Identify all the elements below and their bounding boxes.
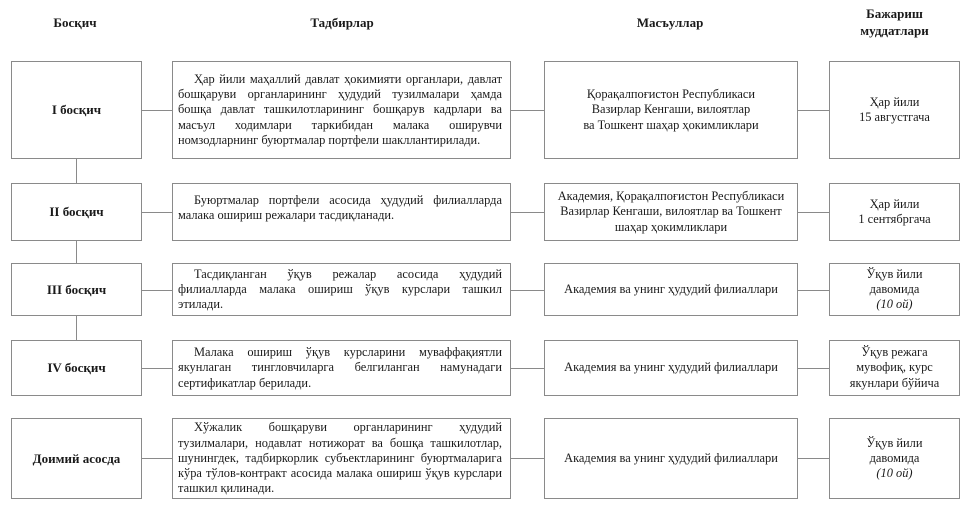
deadline-line: давомида (869, 281, 920, 296)
activity-text: Хўжалик бошқаруви органларининг ҳудудий тузилмалари, нодавлат нотижорат ва бошқа ташкилотлар, шунингдек, тадбиркорлик субъектларининг буюртмаларига кўра тўлов-контракт асосида малака ошириш ўқув курслари ташкил қилинади. (178, 420, 502, 496)
stage-label: II босқич (49, 204, 104, 220)
activity-box-3 (172, 263, 511, 316)
deadline-line: 15 августгача (859, 110, 930, 124)
stage-box-1 (11, 61, 142, 159)
activity-box-1 (172, 61, 511, 159)
connector-row4-c (798, 368, 829, 369)
deadline-box-5 (829, 418, 960, 499)
connector-stage3-stage4 (76, 316, 77, 340)
stage-label: I босқич (51, 102, 102, 118)
connector-stage1-stage2 (76, 159, 77, 183)
deadline-line: якунлари бўйича (849, 375, 940, 390)
header-deadline-line1: Бажариш (866, 6, 923, 21)
stage-box-2 (11, 183, 142, 241)
stage-label: IV босқич (47, 360, 106, 376)
deadline-line-italic: (10 ой) (876, 297, 913, 312)
connector-stage2-stage3 (76, 241, 77, 263)
responsible-line: Академия ва унинг ҳудудий филиаллари (564, 281, 778, 296)
header-activities: Тадбирлар (310, 15, 374, 30)
deadline-line-italic: (10 ой) (876, 466, 913, 481)
connector-row2-a (142, 212, 172, 213)
stage-box-3 (11, 263, 142, 316)
connector-row5-c (798, 458, 829, 459)
deadline-box-3 (829, 263, 960, 316)
activity-text: Малака ошириш ўқув курсларини муваффақиятли якунлаган тингловчиларга белгиланган намунадаги сертификатлар берилади. (178, 345, 502, 390)
activity-text: Буюртмалар портфели асосида ҳудудий филиалларда малака ошириш режалари тасдиқланади. (178, 193, 502, 223)
responsible-box-2 (544, 183, 798, 241)
deadline-line: Ўқув режага (861, 345, 928, 360)
activity-box-5 (172, 418, 511, 499)
connector-row3-a (142, 290, 172, 291)
header-deadline-line2: муддатлари (860, 23, 929, 38)
responsible-line: Академия ва унинг ҳудудий филиаллари (564, 360, 778, 375)
connector-row5-a (142, 458, 172, 459)
activity-box-4 (172, 340, 511, 396)
responsible-box-1 (544, 61, 798, 159)
deadline-box-1 (829, 61, 960, 159)
responsible-line: Академия ва унинг ҳудудий филиаллари (564, 450, 778, 465)
connector-row1-b (511, 110, 544, 111)
responsible-box-3 (544, 263, 798, 316)
connector-row5-b (511, 458, 544, 459)
responsible-line: Академия, Қорақалпоғистон Республикаси (557, 189, 785, 204)
header-deadline (829, 5, 960, 39)
connector-row2-b (511, 212, 544, 213)
responsible-line: Қорақалпоғистон Республикаси (586, 87, 756, 102)
deadline-line: Ҳар йили (869, 94, 920, 109)
responsible-box-4 (544, 340, 798, 396)
deadline-line: мувофиқ, курс (856, 360, 933, 375)
deadline-box-4 (829, 340, 960, 396)
stage-label: Доимий асосда (32, 450, 121, 466)
responsible-line: Вазирлар Кенгаши, вилоятлар ва Тошкент (560, 204, 782, 219)
connector-row3-c (798, 290, 829, 291)
deadline-line: Ҳар йили (869, 196, 920, 211)
activity-text: Тасдиқланган ўқув режалар асосида ҳудудий филиалларда малака ошириш ўқув курслари ташкил этилади. (178, 266, 502, 312)
connector-row2-c (798, 212, 829, 213)
deadline-box-2 (829, 183, 960, 241)
deadline-line: 1 сентябргача (858, 212, 931, 226)
deadline-line: Ўқув йили (866, 266, 923, 281)
responsible-box-5 (544, 418, 798, 499)
connector-row3-b (511, 290, 544, 291)
connector-row1-a (142, 110, 172, 111)
connector-row4-b (511, 368, 544, 369)
deadline-line: давомида (869, 450, 920, 465)
stage-box-5 (11, 418, 142, 499)
responsible-line: ва Тошкент шаҳар ҳокимликлари (583, 117, 759, 132)
stage-box-4 (11, 340, 142, 396)
deadline-line: Ўқув йили (866, 435, 923, 450)
stage-label: III босқич (46, 281, 107, 297)
header-responsible: Масъуллар (636, 15, 704, 30)
header-stage: Босқич (53, 15, 97, 30)
connector-row4-a (142, 368, 172, 369)
responsible-line: шаҳар ҳокимликлари (614, 219, 728, 234)
responsible-line: Вазирлар Кенгаши, вилоятлар (591, 102, 751, 117)
connector-row1-c (798, 110, 829, 111)
activity-text: Ҳар йили маҳаллий давлат ҳокимияти органлари, давлат бошқаруви органларининг ҳудудий тузилмалари ҳамда бошқа давлат ташкилотларининг бошқарув кадрлари ва масъул ходимлари таркибидан малака оширувчи номзодларнинг буюртмалар портфели шакллантирилади. (178, 71, 502, 147)
activity-box-2 (172, 183, 511, 241)
